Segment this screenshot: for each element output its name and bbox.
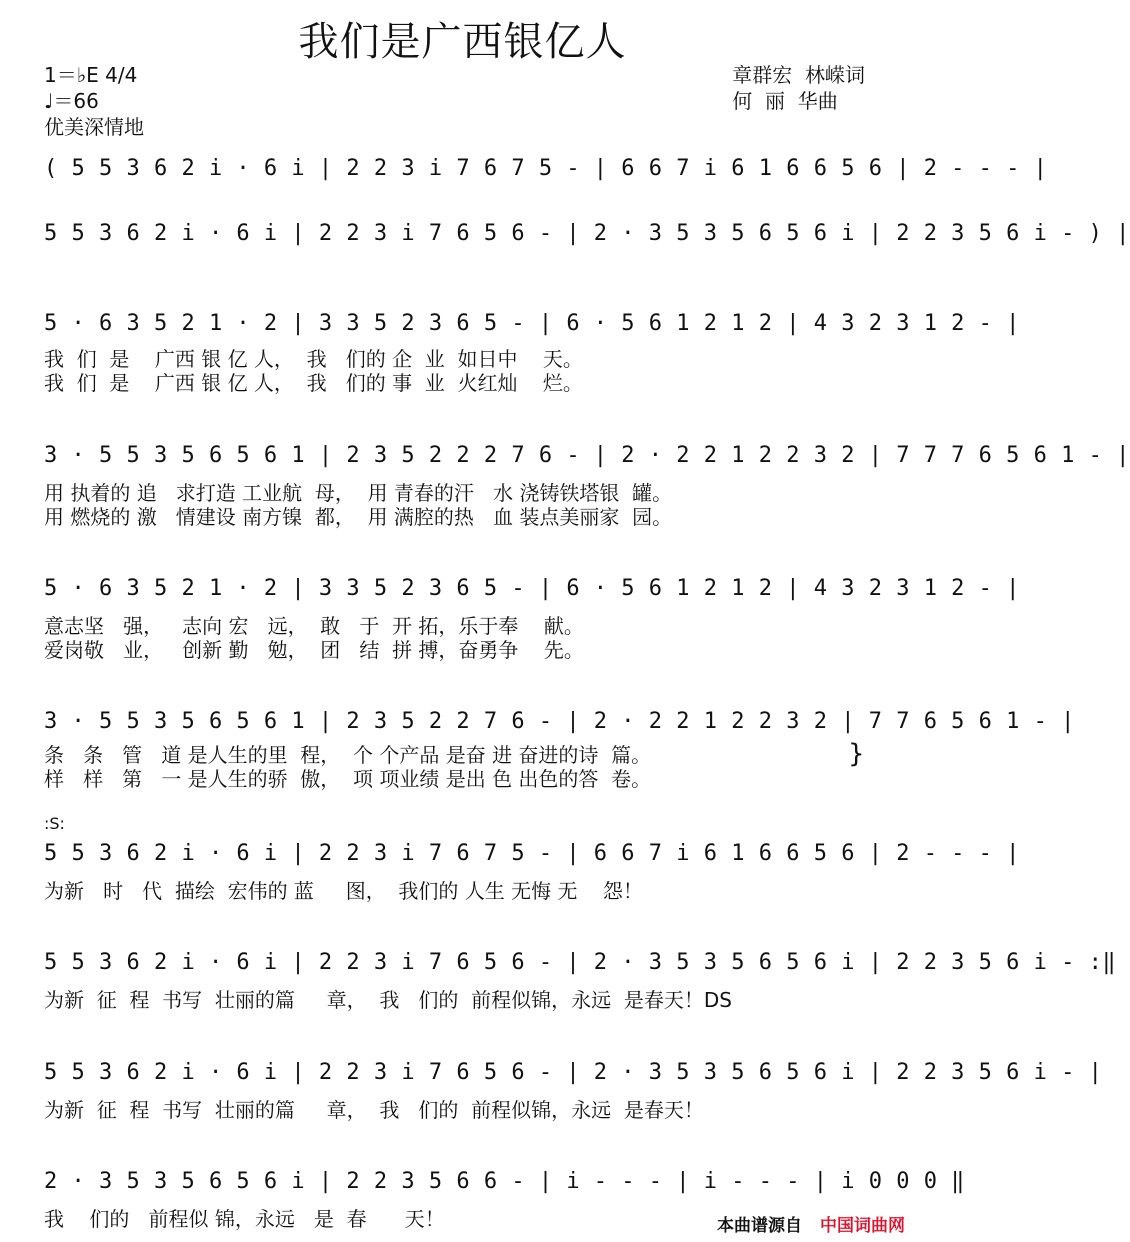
jianpu-notes: 5 · 6 3 5 2 1 · 2 | 3 3 5 2 3 6 5 - | 6 · 5 6 1 2 1 2 | 4 3 2 3 1 2 - | [44,311,1020,336]
key-signature: 1＝♭E 4/4 [44,63,138,87]
site-logo-text[interactable]: 中国词曲网 [820,1216,905,1236]
jianpu-notes: 5 · 6 3 5 2 1 · 2 | 3 3 5 2 3 6 5 - | 6 · 5 6 1 2 1 2 | 4 3 2 3 1 2 - | [44,576,1020,601]
lyric-verse-1: 我 们 是 广西 银 亿 人， 我 们的 企 业 如日中 天。 [44,347,583,371]
lyric-verse-2: 用 燃烧的 激 情建设 南方镍 都， 用 满腔的热 血 装点美丽家 园。 [44,505,673,529]
jianpu-notes: 3 · 5 5 3 5 6 5 6 1 | 2 3 5 2 2 2 7 6 - | 2 · 2 2 1 2 2 3 2 | 7 7 7 6 5 6 1 - | [44,443,1130,468]
jianpu-notes: 3 · 5 5 3 5 6 5 6 1 | 2 3 5 2 2 7 6 - | 2 · 2 2 1 2 2 3 2 | 7 7 6 5 6 1 - | [44,709,1075,734]
lyric-verse-1: 为新 征 程 书写 壮丽的篇 章， 我 们的 前程似锦，永远 是春天！DS [44,988,732,1012]
jianpu-notes: 5 5 3 6 2 i · 6 i | 2 2 3 i 7 6 5 6 - | 2 · 3 5 3 5 6 5 6 i | 2 2 3 5 6 i - | [44,1060,1103,1085]
notation-line [0,835,1020,875]
lyric-verse-1: 为新 时 代 描绘 宏伟的 蓝 图， 我们的 人生 无悔 无 怨！ [44,879,643,903]
lyric-verse-2: 爱岗敬 业， 创新 勤 勉， 团 结 拼 搏，奋勇争 先。 [44,638,584,662]
lyric-verse-1: 为新 征 程 书写 壮丽的篇 章， 我 们的 前程似锦，永远 是春天！ [44,1098,704,1122]
lyricist-credit: 章群宏 林嵘词 [732,63,865,87]
jianpu-notes: 5 5 3 6 2 i · 6 i | 2 2 3 i 7 6 7 5 - | 6 6 7 i 6 1 6 6 5 6 | 2 - - - | [44,841,1020,866]
jianpu-notes: ( 5 5 3 6 2 i · 6 i | 2 2 3 i 7 6 7 5 - | 6 6 7 i 6 1 6 6 5 6 | 2 - - - | [44,156,1048,181]
lyric-verse-2: 我 们 是 广西 银 亿 人， 我 们的 事 业 火红灿 烂。 [44,371,583,395]
notation-line [0,150,1048,190]
lyric-verse-1: 意志坚 强， 志向 宏 远， 敢 于 开 拓，乐于奉 献。 [44,614,584,638]
song-title: 我们是广西银亿人 [298,19,627,65]
lyric-verse-2: 样 样 第 一 是人生的骄 傲， 项 项业绩 是出 色 出色的答 卷。 [44,767,652,791]
music-meta-left [44,62,144,140]
notation-line [0,305,1020,345]
notation-line [0,437,1130,477]
music-meta-right [732,62,865,114]
jianpu-notes: 2 · 3 5 3 5 6 5 6 i | 2 2 3 5 6 6 - | i - - - | i - - - | i 0 0 0 ‖ [44,1169,965,1194]
notation-line [0,570,1020,610]
expression-marking: 优美深情地 [44,115,144,139]
notation-line [0,703,1075,743]
lyric-verse-1: 条 条 管 道 是人生的里 程， 个 个产品 是奋 进 奋进的诗 篇。 [44,743,652,767]
tempo-marking: ♩＝66 [44,89,99,113]
notation-line [0,215,1130,255]
jianpu-notes: 5 5 3 6 2 i · 6 i | 2 2 3 i 7 6 5 6 - | 2 · 3 5 3 5 6 5 6 i | 2 2 3 5 6 i - :‖ [44,950,1117,975]
lyric-verse-1: 用 执着的 追 求打造 工业航 母， 用 青春的汗 水 浇铸铁塔银 罐。 [44,481,673,505]
notation-line [0,944,1117,984]
notation-line [0,1054,1103,1094]
verse-brace-icon: } [848,739,865,769]
notation-line [0,1163,965,1203]
source-credit-label: 本曲谱源自 [717,1216,802,1236]
segno-sign: :S: [44,814,65,833]
composer-credit: 何 丽 华曲 [732,89,838,113]
lyric-verse-1: 我 们的 前程似 锦，永远 是 春 天！ [44,1207,445,1231]
jianpu-notes: 5 5 3 6 2 i · 6 i | 2 2 3 i 7 6 5 6 - | 2 · 3 5 3 5 6 5 6 i | 2 2 3 5 6 i - ) | [44,221,1130,246]
source-credit [717,1211,905,1236]
